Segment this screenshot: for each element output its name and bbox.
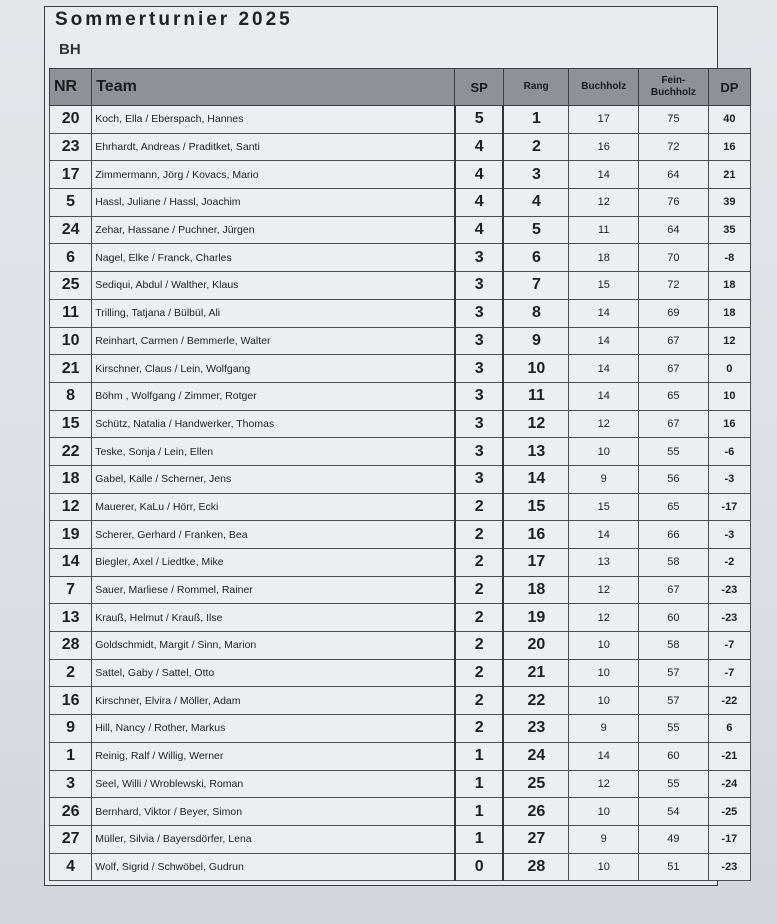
cell-buchholz: 14 [569, 742, 639, 770]
cell-rang: 23 [503, 715, 568, 743]
cell-dp: -3 [708, 465, 750, 493]
cell-dp: 10 [708, 382, 750, 410]
cell-fein-buchholz: 64 [639, 161, 709, 189]
cell-rang: 15 [503, 493, 568, 521]
cell-fein-buchholz: 76 [639, 189, 709, 217]
cell-nr: 14 [50, 549, 92, 577]
cell-rang: 7 [503, 272, 568, 300]
cell-team: Goldschmidt, Margit / Sinn, Marion [92, 632, 455, 660]
table-row [50, 853, 751, 881]
cell-dp: -23 [708, 853, 750, 881]
cell-rang: 13 [503, 438, 568, 466]
cell-fein-buchholz: 60 [639, 604, 709, 632]
cell-sp: 3 [455, 465, 504, 493]
table-row [50, 438, 751, 466]
cell-dp: 16 [708, 133, 750, 161]
cell-nr: 19 [50, 521, 92, 549]
cell-nr: 12 [50, 493, 92, 521]
cell-nr: 4 [50, 853, 92, 881]
cell-team: Ehrhardt, Andreas / Praditket, Santi [92, 133, 455, 161]
column-header-fein-buchholz: Fein-Buchholz [639, 69, 709, 106]
table-row [50, 133, 751, 161]
cell-fein-buchholz: 65 [639, 382, 709, 410]
cell-sp: 5 [455, 106, 504, 134]
cell-dp: -2 [708, 549, 750, 577]
table-row [50, 770, 751, 798]
cell-dp: 12 [708, 327, 750, 355]
cell-rang: 14 [503, 465, 568, 493]
cell-team: Kirschner, Elvira / Möller, Adam [92, 687, 455, 715]
cell-dp: 18 [708, 272, 750, 300]
table-row [50, 272, 751, 300]
cell-team: Gabel, Kalle / Scherner, Jens [92, 465, 455, 493]
cell-sp: 2 [455, 687, 504, 715]
cell-buchholz: 11 [569, 216, 639, 244]
cell-sp: 3 [455, 382, 504, 410]
cell-sp: 3 [455, 272, 504, 300]
cell-buchholz: 15 [569, 493, 639, 521]
cell-team: Böhm , Wolfgang / Zimmer, Rotger [92, 382, 455, 410]
cell-team: Zehar, Hassane / Puchner, Jürgen [92, 216, 455, 244]
table-row [50, 161, 751, 189]
cell-team: Reinig, Ralf / Willig, Werner [92, 742, 455, 770]
cell-fein-buchholz: 54 [639, 798, 709, 826]
table-row [50, 798, 751, 826]
cell-rang: 16 [503, 521, 568, 549]
cell-fein-buchholz: 49 [639, 825, 709, 853]
table-row [50, 382, 751, 410]
cell-buchholz: 12 [569, 604, 639, 632]
cell-nr: 27 [50, 825, 92, 853]
cell-nr: 20 [50, 106, 92, 134]
cell-nr: 1 [50, 742, 92, 770]
cell-dp: 18 [708, 299, 750, 327]
cell-sp: 2 [455, 604, 504, 632]
cell-dp: -17 [708, 825, 750, 853]
cell-team: Seel, Willi / Wroblewski, Roman [92, 770, 455, 798]
column-header-nr: NR [50, 69, 92, 106]
cell-fein-buchholz: 67 [639, 327, 709, 355]
page-subtitle: BH [59, 41, 81, 58]
page-title: Sommerturnier 2025 [55, 9, 293, 30]
cell-buchholz: 12 [569, 410, 639, 438]
cell-rang: 10 [503, 355, 568, 383]
cell-fein-buchholz: 58 [639, 549, 709, 577]
cell-team: Koch, Ella / Eberspach, Hannes [92, 106, 455, 134]
cell-nr: 18 [50, 465, 92, 493]
table-row [50, 576, 751, 604]
cell-buchholz: 10 [569, 659, 639, 687]
cell-team: Teske, Sonja / Lein, Ellen [92, 438, 455, 466]
cell-sp: 2 [455, 715, 504, 743]
cell-nr: 24 [50, 216, 92, 244]
cell-fein-buchholz: 55 [639, 715, 709, 743]
cell-fein-buchholz: 66 [639, 521, 709, 549]
cell-fein-buchholz: 64 [639, 216, 709, 244]
cell-dp: -8 [708, 244, 750, 272]
table-row [50, 549, 751, 577]
column-header-sp: SP [455, 69, 504, 106]
cell-buchholz: 14 [569, 382, 639, 410]
column-header-buchholz: Buchholz [569, 69, 639, 106]
cell-sp: 3 [455, 244, 504, 272]
cell-nr: 6 [50, 244, 92, 272]
cell-buchholz: 9 [569, 825, 639, 853]
cell-team: Bernhard, Viktor / Beyer, Simon [92, 798, 455, 826]
cell-team: Krauß, Helmut / Krauß, Ilse [92, 604, 455, 632]
table-header-row [50, 69, 751, 106]
cell-buchholz: 9 [569, 465, 639, 493]
cell-sp: 2 [455, 576, 504, 604]
cell-rang: 17 [503, 549, 568, 577]
cell-buchholz: 10 [569, 853, 639, 881]
cell-nr: 11 [50, 299, 92, 327]
cell-sp: 3 [455, 299, 504, 327]
cell-sp: 2 [455, 493, 504, 521]
table-row [50, 327, 751, 355]
cell-nr: 25 [50, 272, 92, 300]
cell-sp: 3 [455, 355, 504, 383]
cell-fein-buchholz: 56 [639, 465, 709, 493]
cell-sp: 1 [455, 742, 504, 770]
cell-sp: 3 [455, 438, 504, 466]
cell-dp: -25 [708, 798, 750, 826]
cell-fein-buchholz: 51 [639, 853, 709, 881]
cell-buchholz: 10 [569, 438, 639, 466]
cell-buchholz: 9 [569, 715, 639, 743]
cell-sp: 4 [455, 189, 504, 217]
table-row [50, 659, 751, 687]
cell-dp: -22 [708, 687, 750, 715]
table-row [50, 493, 751, 521]
cell-nr: 17 [50, 161, 92, 189]
cell-rang: 19 [503, 604, 568, 632]
cell-rang: 26 [503, 798, 568, 826]
cell-dp: 16 [708, 410, 750, 438]
cell-rang: 27 [503, 825, 568, 853]
cell-rang: 3 [503, 161, 568, 189]
cell-rang: 1 [503, 106, 568, 134]
cell-fein-buchholz: 55 [639, 770, 709, 798]
cell-team: Scherer, Gerhard / Franken, Bea [92, 521, 455, 549]
cell-nr: 28 [50, 632, 92, 660]
table-row [50, 299, 751, 327]
cell-dp: 39 [708, 189, 750, 217]
standings-table [49, 68, 751, 881]
cell-nr: 21 [50, 355, 92, 383]
cell-fein-buchholz: 67 [639, 576, 709, 604]
cell-team: Sediqui, Abdul / Walther, Klaus [92, 272, 455, 300]
cell-buchholz: 12 [569, 576, 639, 604]
cell-dp: 6 [708, 715, 750, 743]
cell-buchholz: 17 [569, 106, 639, 134]
cell-buchholz: 10 [569, 632, 639, 660]
table-row [50, 604, 751, 632]
cell-fein-buchholz: 75 [639, 106, 709, 134]
cell-team: Hassl, Juliane / Hassl, Joachim [92, 189, 455, 217]
cell-rang: 5 [503, 216, 568, 244]
cell-nr: 23 [50, 133, 92, 161]
cell-buchholz: 14 [569, 521, 639, 549]
cell-dp: -21 [708, 742, 750, 770]
cell-sp: 1 [455, 798, 504, 826]
cell-sp: 1 [455, 825, 504, 853]
cell-rang: 11 [503, 382, 568, 410]
cell-fein-buchholz: 67 [639, 355, 709, 383]
table-row [50, 742, 751, 770]
cell-rang: 20 [503, 632, 568, 660]
cell-nr: 26 [50, 798, 92, 826]
table-row [50, 825, 751, 853]
column-header-dp: DP [708, 69, 750, 106]
cell-nr: 7 [50, 576, 92, 604]
table-row [50, 106, 751, 134]
cell-rang: 21 [503, 659, 568, 687]
table-row [50, 521, 751, 549]
cell-rang: 22 [503, 687, 568, 715]
column-header-rang: Rang [503, 69, 568, 106]
cell-dp: -7 [708, 632, 750, 660]
cell-rang: 18 [503, 576, 568, 604]
cell-team: Nagel, Elke / Franck, Charles [92, 244, 455, 272]
cell-dp: -7 [708, 659, 750, 687]
cell-buchholz: 12 [569, 189, 639, 217]
cell-dp: 35 [708, 216, 750, 244]
table-row [50, 216, 751, 244]
table-row [50, 715, 751, 743]
table-row [50, 465, 751, 493]
cell-nr: 5 [50, 189, 92, 217]
standings-sheet [44, 6, 739, 886]
cell-buchholz: 10 [569, 687, 639, 715]
cell-rang: 2 [503, 133, 568, 161]
cell-team: Mauerer, KaLu / Hörr, Ecki [92, 493, 455, 521]
cell-sp: 2 [455, 521, 504, 549]
cell-team: Reinhart, Carmen / Bemmerle, Walter [92, 327, 455, 355]
cell-sp: 4 [455, 216, 504, 244]
cell-rang: 4 [503, 189, 568, 217]
cell-sp: 4 [455, 161, 504, 189]
table-row [50, 410, 751, 438]
cell-team: Sattel, Gaby / Sattel, Otto [92, 659, 455, 687]
cell-dp: 21 [708, 161, 750, 189]
cell-team: Hill, Nancy / Rother, Markus [92, 715, 455, 743]
cell-sp: 1 [455, 770, 504, 798]
cell-dp: -23 [708, 576, 750, 604]
cell-buchholz: 14 [569, 161, 639, 189]
cell-dp: 40 [708, 106, 750, 134]
cell-team: Zimmermann, Jörg / Kovacs, Mario [92, 161, 455, 189]
cell-rang: 25 [503, 770, 568, 798]
cell-nr: 22 [50, 438, 92, 466]
cell-dp: -6 [708, 438, 750, 466]
cell-buchholz: 10 [569, 798, 639, 826]
cell-team: Schütz, Natalia / Handwerker, Thomas [92, 410, 455, 438]
cell-nr: 10 [50, 327, 92, 355]
table-row [50, 687, 751, 715]
cell-dp: -17 [708, 493, 750, 521]
cell-nr: 3 [50, 770, 92, 798]
cell-fein-buchholz: 57 [639, 687, 709, 715]
cell-dp: -24 [708, 770, 750, 798]
cell-buchholz: 14 [569, 299, 639, 327]
cell-fein-buchholz: 72 [639, 272, 709, 300]
cell-fein-buchholz: 60 [639, 742, 709, 770]
cell-fein-buchholz: 58 [639, 632, 709, 660]
cell-buchholz: 13 [569, 549, 639, 577]
cell-fein-buchholz: 72 [639, 133, 709, 161]
cell-rang: 24 [503, 742, 568, 770]
cell-nr: 15 [50, 410, 92, 438]
cell-team: Müller, Silvia / Bayersdörfer, Lena [92, 825, 455, 853]
cell-fein-buchholz: 70 [639, 244, 709, 272]
cell-buchholz: 14 [569, 327, 639, 355]
cell-dp: 0 [708, 355, 750, 383]
cell-sp: 2 [455, 632, 504, 660]
cell-buchholz: 16 [569, 133, 639, 161]
cell-sp: 3 [455, 327, 504, 355]
cell-sp: 3 [455, 410, 504, 438]
cell-buchholz: 14 [569, 355, 639, 383]
cell-rang: 12 [503, 410, 568, 438]
table-row [50, 632, 751, 660]
cell-fein-buchholz: 65 [639, 493, 709, 521]
table-row [50, 244, 751, 272]
cell-sp: 0 [455, 853, 504, 881]
table-row [50, 189, 751, 217]
cell-team: Biegler, Axel / Liedtke, Mike [92, 549, 455, 577]
table-row [50, 355, 751, 383]
cell-rang: 6 [503, 244, 568, 272]
cell-rang: 8 [503, 299, 568, 327]
cell-buchholz: 15 [569, 272, 639, 300]
cell-fein-buchholz: 57 [639, 659, 709, 687]
cell-fein-buchholz: 55 [639, 438, 709, 466]
cell-rang: 28 [503, 853, 568, 881]
cell-nr: 16 [50, 687, 92, 715]
cell-team: Trilling, Tatjana / Bülbül, Ali [92, 299, 455, 327]
cell-sp: 2 [455, 659, 504, 687]
cell-rang: 9 [503, 327, 568, 355]
cell-nr: 13 [50, 604, 92, 632]
cell-fein-buchholz: 69 [639, 299, 709, 327]
cell-team: Wolf, Sigrid / Schwöbel, Gudrun [92, 853, 455, 881]
cell-nr: 9 [50, 715, 92, 743]
cell-sp: 4 [455, 133, 504, 161]
cell-dp: -3 [708, 521, 750, 549]
column-header-team: Team [92, 69, 455, 106]
cell-dp: -23 [708, 604, 750, 632]
cell-fein-buchholz: 67 [639, 410, 709, 438]
cell-nr: 2 [50, 659, 92, 687]
cell-team: Kirschner, Claus / Lein, Wolfgang [92, 355, 455, 383]
cell-sp: 2 [455, 549, 504, 577]
cell-buchholz: 18 [569, 244, 639, 272]
cell-team: Sauer, Marliese / Rommel, Rainer [92, 576, 455, 604]
cell-nr: 8 [50, 382, 92, 410]
cell-buchholz: 12 [569, 770, 639, 798]
